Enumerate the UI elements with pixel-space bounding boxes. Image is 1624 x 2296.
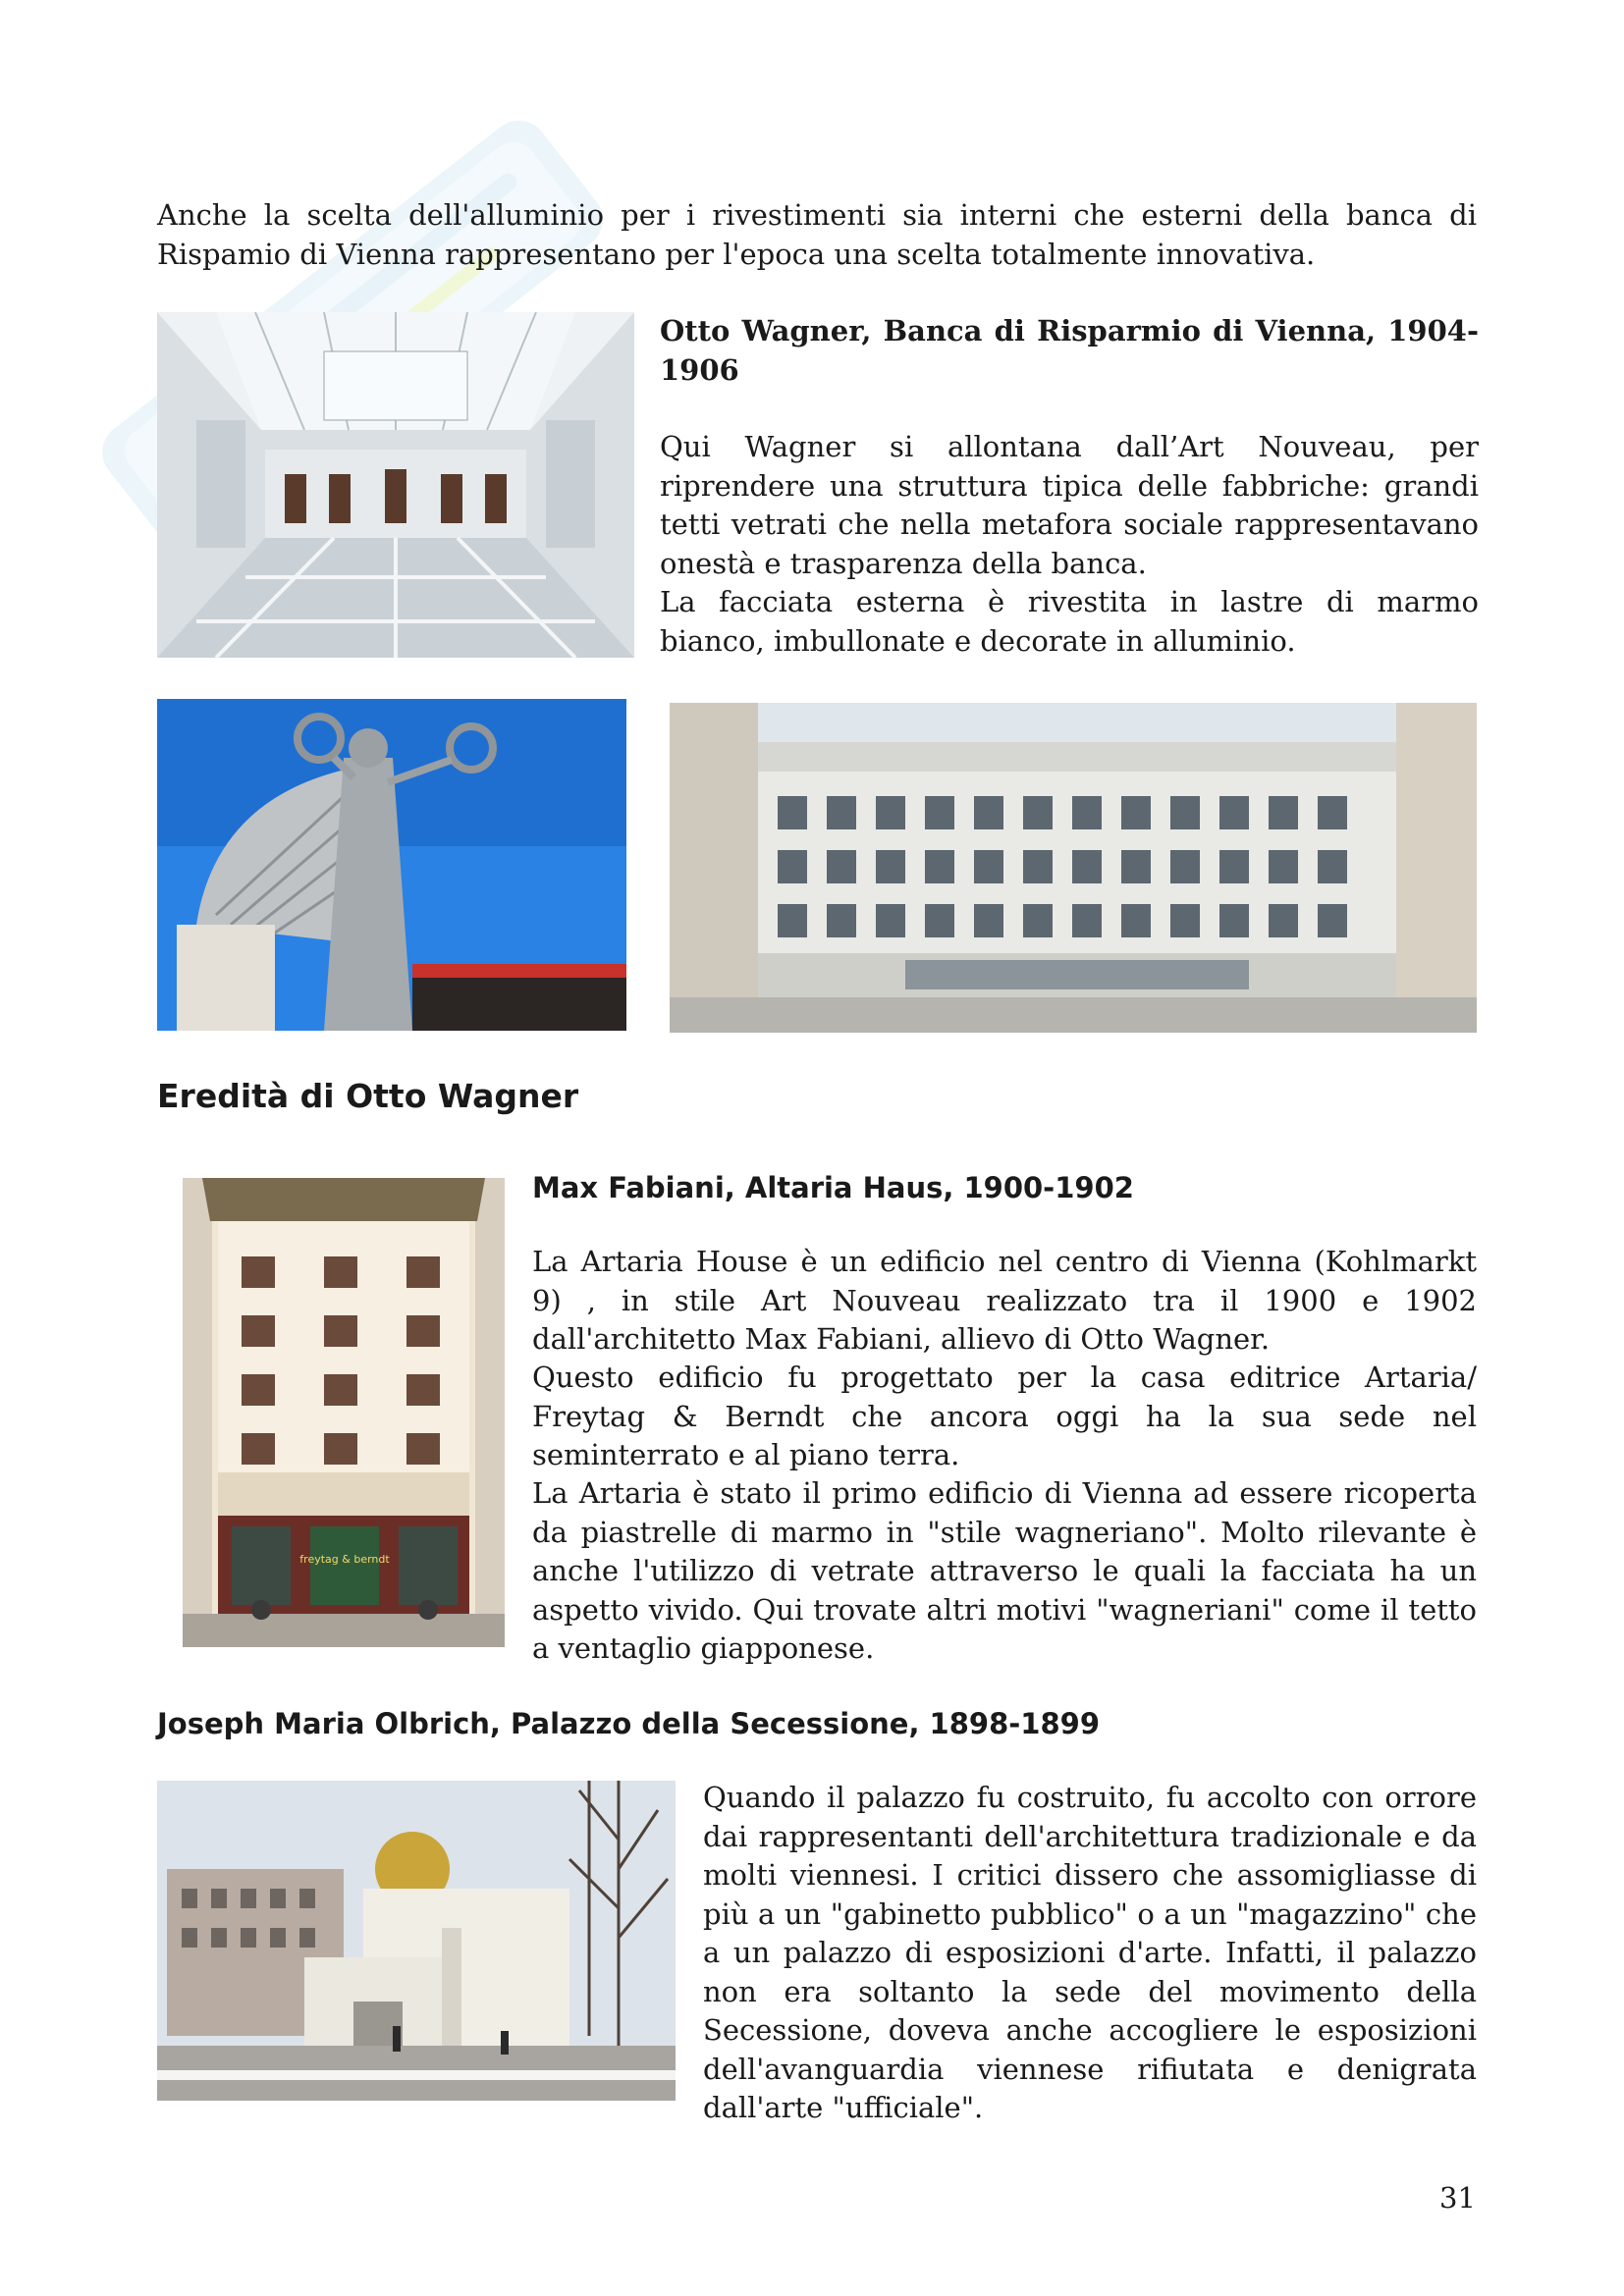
artaria-haus-photo bbox=[183, 1178, 505, 1647]
fabiani-caption: Max Fabiani, Altaria Haus, 1900-1902 bbox=[532, 1171, 1134, 1204]
olbrich-caption: Joseph Maria Olbrich, Palazzo della Secessione, 1898-1899 bbox=[157, 1707, 1101, 1740]
wagner-paragraph-2: La facciata esterna è rivestita in lastre di marmo bianco, imbullonate e decorate in alluminio. bbox=[660, 585, 1479, 658]
fabiani-paragraph-3: La Artaria è stato il primo edificio di Vienna ad essere ricoperta da piastrelle di marmo in "stile wagneriano". Molto rilevante è anche l'utilizzo di vetrate attraverso le quali la facciata ha un aspetto vivido. Qui trovate altri motivi "wagneriani" come il tetto a ventaglio giapponese. bbox=[532, 1476, 1477, 1665]
page-number: 31 bbox=[1439, 2181, 1476, 2215]
wagner-paragraph-1: Qui Wagner si allontana dall’Art Nouveau, per riprendere una struttura tipica delle fabbriche: grandi tetti vetrati che nella metafora sociale rappresentavano onestà e trasparenza della banca. bbox=[660, 430, 1479, 580]
fabiani-paragraph-2: Questo edificio fu progettato per la casa editrice Artaria/ Freytag & Berndt che ancora oggi ha la sua sede nel seminterrato e al piano terra. bbox=[532, 1361, 1477, 1471]
olbrich-paragraph: Quando il palazzo fu costruito, fu accolto con orrore dai rappresentanti dell'architettura tradizionale e da molti viennesi. I critici dissero che assomigliasse di più a un "gabinetto pubblico" o a un "magazzino" che a un palazzo di esposizioni d'arte. Infatti, il palazzo non era soltanto la sede del movimento della Secessione, doveva anche accogliere le esposizioni dell'avanguardia viennese rifiutata e denigrata dall'arte "ufficiale". bbox=[703, 1781, 1477, 2124]
wagner-caption: Otto Wagner, Banca di Risparmio di Vienna, 1904-1906 bbox=[660, 314, 1479, 387]
bank-interior-photo bbox=[157, 312, 634, 658]
secession-building-photo bbox=[157, 1781, 676, 2101]
postsparkasse-facade-photo bbox=[670, 703, 1477, 1033]
shop-sign: freytag & berndt bbox=[299, 1553, 390, 1566]
intro-paragraph: Anche la scelta dell'alluminio per i rivestimenti sia interni che esterni della banca di Rispamio di Vienna rappresentano per l'epoca una scelta totalmente innovativa. bbox=[157, 198, 1477, 271]
fabiani-paragraph-1: La Artaria House è un edificio nel centro di Vienna (Kohlmarkt 9) , in stile Art Nouveau realizzato tra il 1900 e 1902 dall'architetto Max Fabiani, allievo di Otto Wagner. bbox=[532, 1245, 1477, 1356]
angel-statue-photo bbox=[157, 699, 626, 1031]
legacy-heading: Eredità di Otto Wagner bbox=[157, 1077, 579, 1115]
